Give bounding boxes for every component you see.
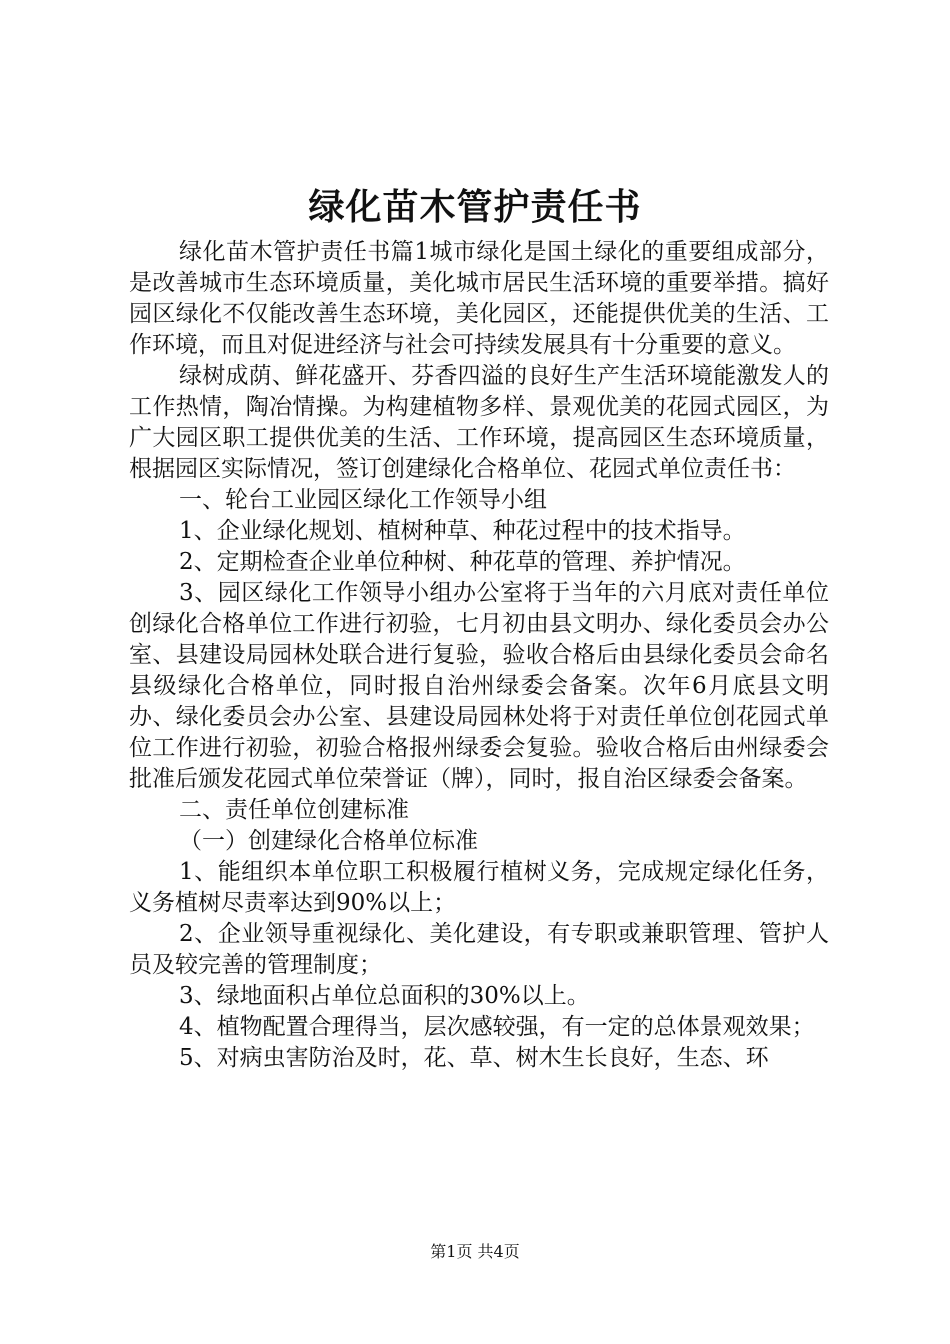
subsection-heading: （一）创建绿化合格单位标准 (179, 828, 478, 854)
section-heading: 二、责任单位创建标准 (179, 797, 409, 823)
list-item: 1、企业绿化规划、植树种草、种花过程中的技术指导。 (179, 518, 746, 544)
list-item: 1、能组织本单位职工积极履行植树义务，完成规定绿化任务，义务植树尽责率达到90%以上； (129, 859, 829, 916)
document-title: 绿化苗木管护责任书 (308, 186, 642, 228)
paragraph: 绿化苗木管护责任书篇1城市绿化是国土绿化的重要组成部分，是改善城市生态环境质量，美化城市居民生活环境的重要举措。搞好园区绿化不仅能改善生态环境，美化园区，还能提供优美的生活、工作环境，而且对促进经济与社会可持续发展具有十分重要的意义。 (129, 239, 829, 358)
section-heading: 一、轮台工业园区绿化工作领导小组 (179, 487, 547, 513)
list-item: 2、企业领导重视绿化、美化建设，有专职或兼职管理、管护人员及较完善的管理制度； (129, 921, 829, 978)
list-item: 3、园区绿化工作领导小组办公室将于当年的六月底对责任单位创绿化合格单位工作进行初验，七月初由县文明办、绿化委员会办公室、县建设局园林处联合进行复验，验收合格后由县绿化委员会命名县级绿化合格单位，同时报自治州绿委会备案。次年6月底县文明办、绿化委员会办公室、县建设局园林处将于对责任单位创花园式单位工作进行初验，初验合格报州绿委会复验。验收合格后由州绿委会批准后颁发花园式单位荣誉证（牌），同时，报自治区绿委会备案。 (129, 580, 829, 792)
list-item: 5、对病虫害防治及时，花、草、树木生长良好，生态、环 (179, 1045, 769, 1071)
list-item: 3、绿地面积占单位总面积的30%以上。 (179, 983, 590, 1009)
list-item: 4、植物配置合理得当，层次感较强，有一定的总体景观效果； (179, 1014, 815, 1040)
page-footer: 第1页 共4页 (430, 1242, 520, 1261)
document-body (129, 237, 829, 1074)
list-item: 2、定期检查企业单位种树、种花草的管理、养护情况。 (179, 549, 746, 575)
paragraph: 绿树成荫、鲜花盛开、芬香四溢的良好生产生活环境能激发人的工作热情，陶冶情操。为构建植物多样、景观优美的花园式园区，为广大园区职工提供优美的生活、工作环境，提高园区生态环境质量，根据园区实际情况，签订创建绿化合格单位、花园式单位责任书： (129, 363, 829, 482)
